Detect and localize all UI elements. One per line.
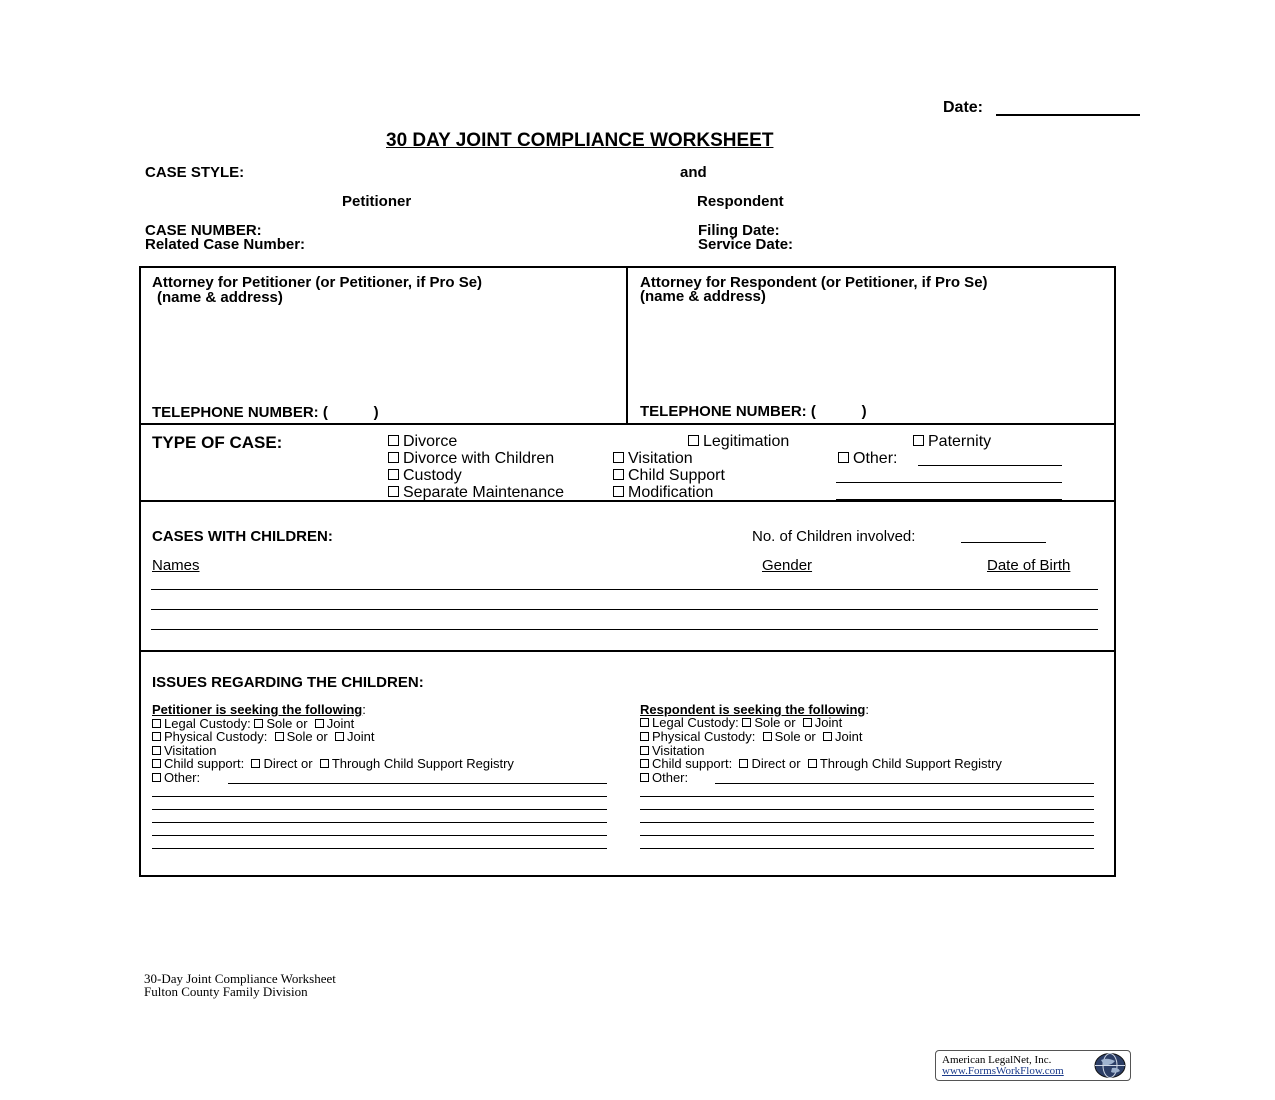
other-field-line[interactable]	[918, 465, 1062, 466]
type-of-case-label: TYPE OF CASE:	[152, 433, 283, 452]
child-row-line[interactable]	[151, 609, 1098, 610]
date-field-line[interactable]	[996, 114, 1140, 116]
checkbox-icon	[320, 759, 329, 768]
checkbox-icon	[803, 718, 812, 727]
service-date-label: Service Date:	[698, 236, 794, 253]
option-visitation[interactable]: Visitation	[613, 450, 693, 468]
child-row-line[interactable]	[151, 589, 1098, 590]
respondent-attorney-sub: (name & address)	[640, 288, 766, 305]
checkbox-icon	[640, 718, 649, 727]
checkbox-icon	[823, 732, 832, 741]
checkbox-icon	[613, 452, 624, 463]
petitioner-attorney-sub: (name & address)	[157, 289, 283, 306]
respondent-other[interactable]: Other:	[640, 770, 688, 785]
option-custody[interactable]: Custody	[388, 467, 462, 485]
box-left-border	[139, 266, 141, 877]
respondent-line[interactable]	[640, 809, 1094, 810]
checkbox-icon	[613, 469, 624, 480]
checkbox-icon	[913, 435, 924, 446]
checkbox-icon	[152, 746, 161, 755]
col-names: Names	[152, 557, 200, 574]
respondent-line[interactable]	[640, 848, 1094, 849]
checkbox-icon	[808, 759, 817, 768]
option-modification[interactable]: Modification	[613, 484, 713, 502]
section-divider-3	[139, 650, 1116, 652]
respondent-physical-custody[interactable]: Physical Custody: Sole or Joint	[640, 729, 862, 744]
petitioner-attorney-field[interactable]	[152, 300, 614, 400]
checkbox-icon	[275, 732, 284, 741]
petitioner-child-support[interactable]: Child support: Direct or Through Child Support Registry	[152, 756, 514, 771]
option-child-support[interactable]: Child Support	[613, 467, 725, 485]
section-divider-1	[139, 423, 1116, 425]
petitioner-line[interactable]	[152, 796, 607, 797]
checkbox-icon	[640, 773, 649, 782]
related-case-number-label: Related Case Number:	[145, 236, 306, 253]
respondent-line[interactable]	[640, 822, 1094, 823]
attorney-divider	[626, 266, 628, 424]
form-title: 30 DAY JOINT COMPLIANCE WORKSHEET	[386, 130, 774, 151]
col-gender: Gender	[762, 557, 813, 574]
respondent-other-line[interactable]	[715, 783, 1094, 784]
checkbox-icon	[152, 732, 161, 741]
respondent-seeking-heading: Respondent is seeking the following:	[640, 702, 869, 717]
case-number-label: CASE NUMBER:	[145, 222, 262, 239]
checkbox-icon	[739, 759, 748, 768]
checkbox-icon	[152, 719, 161, 728]
col-date-of-birth: Date of Birth	[987, 557, 1071, 574]
petitioner-line[interactable]	[152, 822, 607, 823]
checkbox-icon	[742, 718, 751, 727]
petitioner-physical-custody[interactable]: Physical Custody: Sole or Joint	[152, 729, 374, 744]
date-label: Date:	[943, 99, 984, 116]
case-style-label: CASE STYLE:	[145, 164, 245, 181]
respondent-line[interactable]	[640, 796, 1094, 797]
child-row-line[interactable]	[151, 629, 1098, 630]
and-label: and	[680, 164, 707, 181]
checkbox-icon	[613, 486, 624, 497]
petitioner-visitation[interactable]: Visitation	[152, 743, 217, 758]
petitioner-line[interactable]	[152, 809, 607, 810]
checkbox-icon	[640, 732, 649, 741]
checkbox-icon	[152, 773, 161, 782]
checkbox-icon	[640, 746, 649, 755]
footer-line-2: Fulton County Family Division	[144, 984, 308, 999]
logo-company-name: American LegalNet, Inc.	[942, 1054, 1052, 1066]
checkbox-icon	[251, 759, 260, 768]
option-other[interactable]: Other:	[838, 450, 897, 468]
petitioner-phone-label: TELEPHONE NUMBER: ( )	[152, 404, 379, 421]
legalnet-logo[interactable]	[935, 1050, 1131, 1081]
checkbox-icon	[152, 759, 161, 768]
checkbox-icon	[388, 469, 399, 480]
petitioner-other[interactable]: Other:	[152, 770, 200, 785]
box-right-border	[1114, 266, 1116, 877]
option-paternity[interactable]: Paternity	[913, 433, 991, 451]
checkbox-icon	[335, 732, 344, 741]
checkbox-icon	[388, 452, 399, 463]
respondent-label: Respondent	[697, 193, 784, 210]
other-field-line-2[interactable]	[836, 482, 1062, 483]
respondent-attorney-field[interactable]	[640, 300, 1102, 400]
respondent-line[interactable]	[640, 835, 1094, 836]
petitioner-line[interactable]	[152, 835, 607, 836]
petitioner-label: Petitioner	[342, 193, 412, 210]
cases-with-children-heading: CASES WITH CHILDREN:	[152, 528, 333, 545]
option-separate-maintenance[interactable]: Separate Maintenance	[388, 484, 564, 502]
filing-date-label: Filing Date:	[698, 222, 780, 239]
checkbox-icon	[838, 452, 849, 463]
petitioner-legal-custody[interactable]: Legal Custody: Sole or Joint	[152, 716, 354, 731]
respondent-attorney-heading: Attorney for Respondent (or Petitioner, if Pro Se)	[640, 274, 988, 291]
logo-url[interactable]: www.FormsWorkFlow.com	[942, 1065, 1064, 1077]
checkbox-icon	[388, 435, 399, 446]
petitioner-seeking-heading: Petitioner is seeking the following:	[152, 702, 366, 717]
other-field-line-3[interactable]	[836, 499, 1062, 500]
checkbox-icon	[388, 486, 399, 497]
respondent-child-support[interactable]: Child support: Direct or Through Child Support Registry	[640, 756, 1002, 771]
checkbox-icon	[763, 732, 772, 741]
checkbox-icon	[315, 719, 324, 728]
issues-heading: ISSUES REGARDING THE CHILDREN:	[152, 674, 424, 691]
petitioner-attorney-heading: Attorney for Petitioner (or Petitioner, if Pro Se)	[152, 274, 483, 291]
respondent-visitation[interactable]: Visitation	[640, 743, 705, 758]
petitioner-line[interactable]	[152, 848, 607, 849]
respondent-legal-custody[interactable]: Legal Custody: Sole or Joint	[640, 715, 842, 730]
footer-line-1: 30-Day Joint Compliance Worksheet	[144, 971, 336, 986]
children-count-label: No. of Children involved:	[752, 528, 916, 545]
checkbox-icon	[640, 759, 649, 768]
respondent-phone-label: TELEPHONE NUMBER: ( )	[640, 403, 867, 420]
option-legitimation[interactable]: Legitimation	[688, 433, 789, 451]
checkbox-icon	[254, 719, 263, 728]
checkbox-icon	[688, 435, 699, 446]
petitioner-other-line[interactable]	[228, 783, 607, 784]
option-divorce-with-children[interactable]: Divorce with Children	[388, 450, 554, 468]
option-divorce[interactable]: Divorce	[388, 433, 457, 451]
globe-icon	[1093, 1052, 1127, 1079]
children-count-field[interactable]	[961, 542, 1046, 543]
box-bottom-border	[139, 875, 1116, 877]
